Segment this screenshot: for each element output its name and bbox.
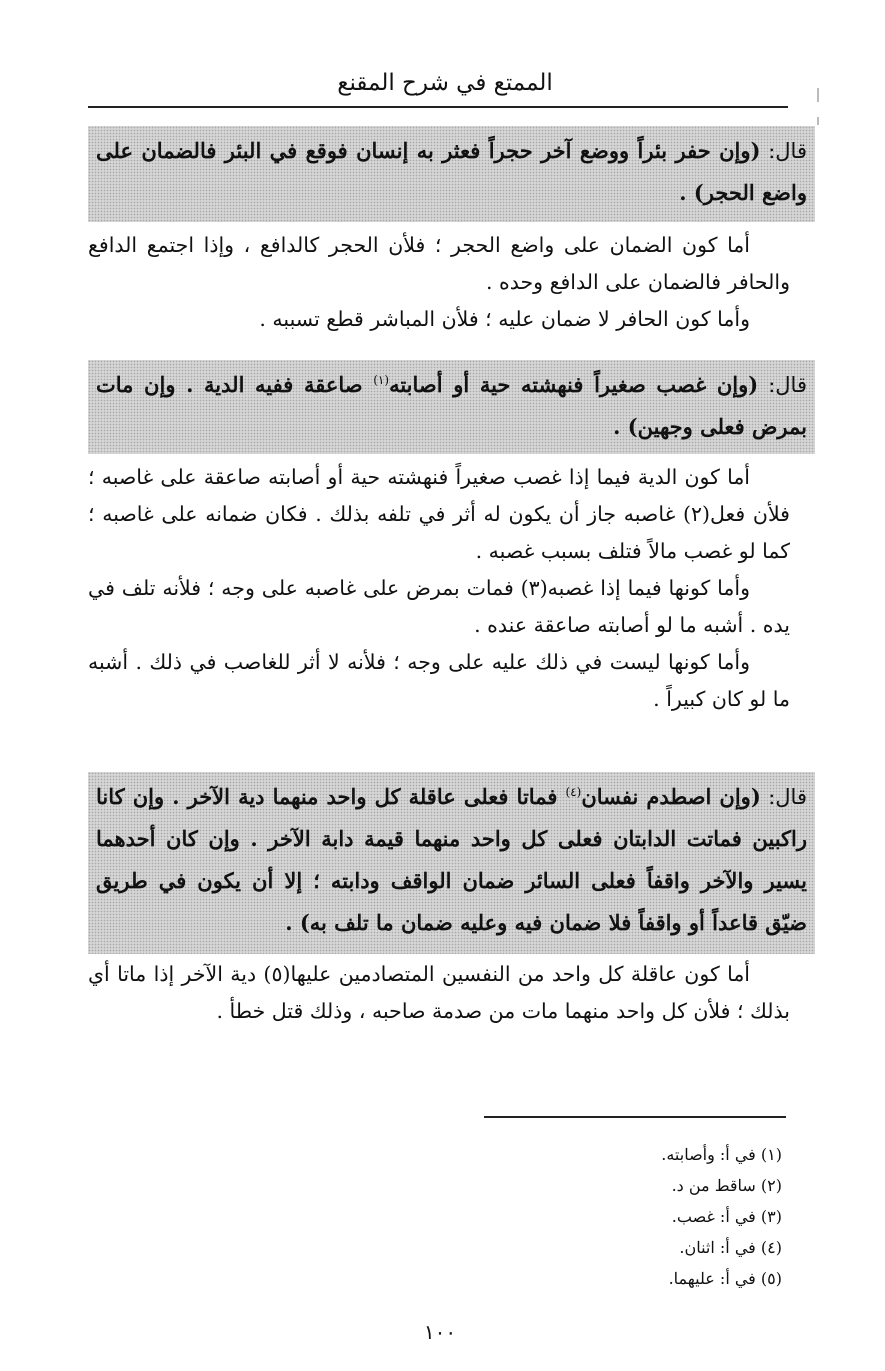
commentary-paragraph: أما كون الدية فيما إذا غصب صغيراً فنهشته حية أو أصابته صاعقة على غاصبه ؛ فلأن فعل(٢) غاصبه جاز أن يكون له أثر في تلفه بذلك . فكان ضمانه على غاصبه ؛ كما لو غصب مالاً فتلف بسبب غصبه . [88,465,790,563]
header-rule [88,106,788,108]
commentary-paragraph: وأما كونها فيما إذا غصبه(٣) فمات بمرض على غاصبه على وجه ؛ فلأنه تلف في يده . أشبه ما لو أصابته صاعقة عنده . [88,576,790,637]
margin-mark [817,117,819,125]
commentary-paragraph: وأما كون الحافر لا ضمان عليه ؛ فلأن المباشر قطع تسببه . [259,307,750,331]
quote-text: فماتا فعلى عاقلة كل واحد منهما دية الآخر . وإن كانا راكبين فماتت الدابتان فعلى كل واحد منهما قيمة دابة الآخر . وإن كان أحدهما يسير والآخر واقفاً فعلى السائر ضمان الواقف ودابته ؛ إلا أن يكون في طريق ضيّق قاعداً أو واقفاً فلا ضمان فيه وعليه ضمان ما تلف به) . [96,784,807,935]
footnote-marker: (٤) [565,785,582,799]
margin-mark [817,88,819,102]
footnotes [480,1139,782,1294]
footnote: (٣) في أ: غصب. [671,1207,782,1226]
quote-lead: قال: [758,373,807,397]
quote-lead: قال: [760,139,807,163]
footnote: (٢) ساقط من د. [671,1176,782,1195]
commentary-block [88,227,790,338]
quote-text: (وإن حفر بئراً ووضع آخر حجراً فعثر به إنسان فوقع في البئر فالضمان على واضع الحجر) . [96,138,807,205]
commentary-paragraph: أما كون الضمان على واضع الحجر ؛ فلأن الحجر كالدافع ، وإذا اجتمع الدافع والحافر فالضمان على الدافع وحده . [88,233,790,294]
quoted-matn-block [88,126,815,222]
quote-text: صاعقة ففيه الدية . وإن مات بمرض فعلى وجهين) . [96,372,807,439]
footnote-rule [484,1116,786,1118]
commentary-block [88,956,790,1030]
quoted-matn-block [88,360,815,454]
footnote: (٤) في أ: اثنان. [679,1238,782,1257]
commentary-paragraph: أما كون عاقلة كل واحد من النفسين المتصادمين عليها(٥) دية الآخر إذا ماتا أي بذلك ؛ فلأن كل واحد منهما مات من صدمة صاحبه ، وذلك قتل خطأ . [88,962,790,1023]
quote-text: (وإن غصب صغيراً فنهشته حية أو أصابته [389,372,759,397]
footnote-marker: (١) [373,373,390,387]
footnote: (١) في أ: وأصابته. [661,1145,782,1164]
commentary-block [88,459,790,718]
running-header-title: الممتع في شرح المقنع [337,70,553,96]
page-number: ١٠٠ [423,1320,457,1344]
quote-lead: قال: [760,785,807,809]
quoted-matn-block [88,772,815,954]
quote-text: (وإن اصطدم نفسان [581,784,761,809]
footnote: (٥) في أ: عليهما. [668,1269,782,1288]
commentary-paragraph: وأما كونها ليست في ذلك عليه على وجه ؛ فلأنه لا أثر للغاصب في ذلك . أشبه ما لو كان كبيراً . [88,650,790,711]
